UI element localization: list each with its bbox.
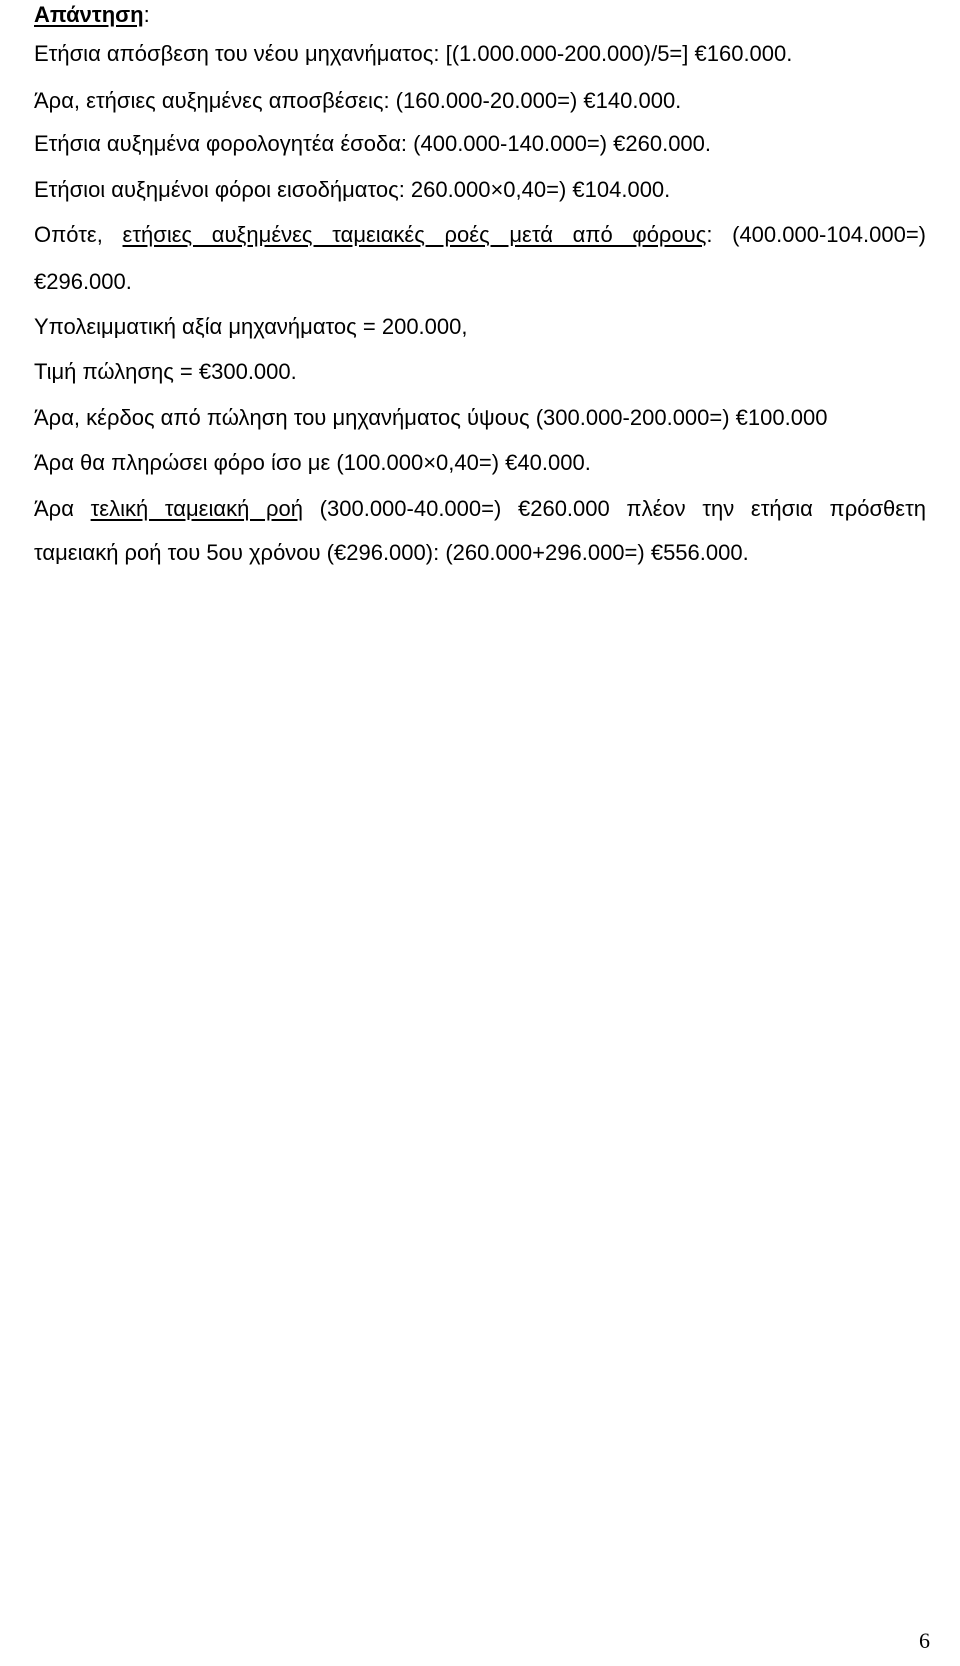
final-cash-flow-suffix: (300.000-40.000=) €260.000 πλέον την ετήσια πρόσθετη	[303, 496, 926, 521]
line-annual-depreciation: Ετήσια απόσβεση του νέου μηχανήματος: [(1.000.000-200.000)/5=] €160.000.	[34, 41, 793, 66]
answer-heading-label: Απάντηση	[34, 2, 144, 27]
line-final-cash-flow	[34, 496, 926, 522]
line-after-tax-amount: €296.000.	[34, 269, 132, 294]
final-cash-flow-prefix: Άρα	[34, 496, 91, 521]
page-number: 6	[919, 1628, 930, 1653]
line-sale-price: Τιμή πώλησης = €300.000.	[34, 359, 297, 384]
line-residual-value: Υπολειμματική αξία μηχανήματος = 200.000,	[34, 314, 468, 339]
answer-heading-colon: :	[143, 2, 150, 27]
line-increased-depreciation: Άρα, ετήσιες αυξημένες αποσβέσεις: (160.000-20.000=) €140.000.	[34, 88, 682, 113]
line-sale-gain: Άρα, κέρδος από πώληση του μηχανήματος ύψους (300.000-200.000=) €100.000	[34, 405, 828, 430]
line-after-tax-cash-flows	[34, 222, 926, 248]
line-fifth-year-cash-flow: ταμειακή ροή του 5ου χρόνου (€296.000): (260.000+296.000=) €556.000.	[34, 540, 749, 565]
line-taxable-income: Ετήσια αυξημένα φορολογητέα έσοδα: (400.000-140.000=) €260.000.	[34, 131, 712, 156]
after-tax-underlined: ετήσιες αυξημένες ταμειακές ροές μετά από φόρους	[122, 222, 707, 247]
after-tax-prefix: Οπότε,	[34, 222, 123, 247]
answer-heading	[34, 2, 150, 28]
line-tax-on-gain: Άρα θα πληρώσει φόρο ίσο με (100.000×0,40=) €40.000.	[34, 450, 591, 475]
line-income-taxes: Ετήσιοι αυξημένοι φόροι εισοδήματος: 260.000×0,40=) €104.000.	[34, 177, 671, 202]
final-cash-flow-underlined: τελική ταμειακή ροή	[90, 496, 303, 521]
after-tax-suffix: : (400.000-104.000=)	[706, 222, 926, 247]
